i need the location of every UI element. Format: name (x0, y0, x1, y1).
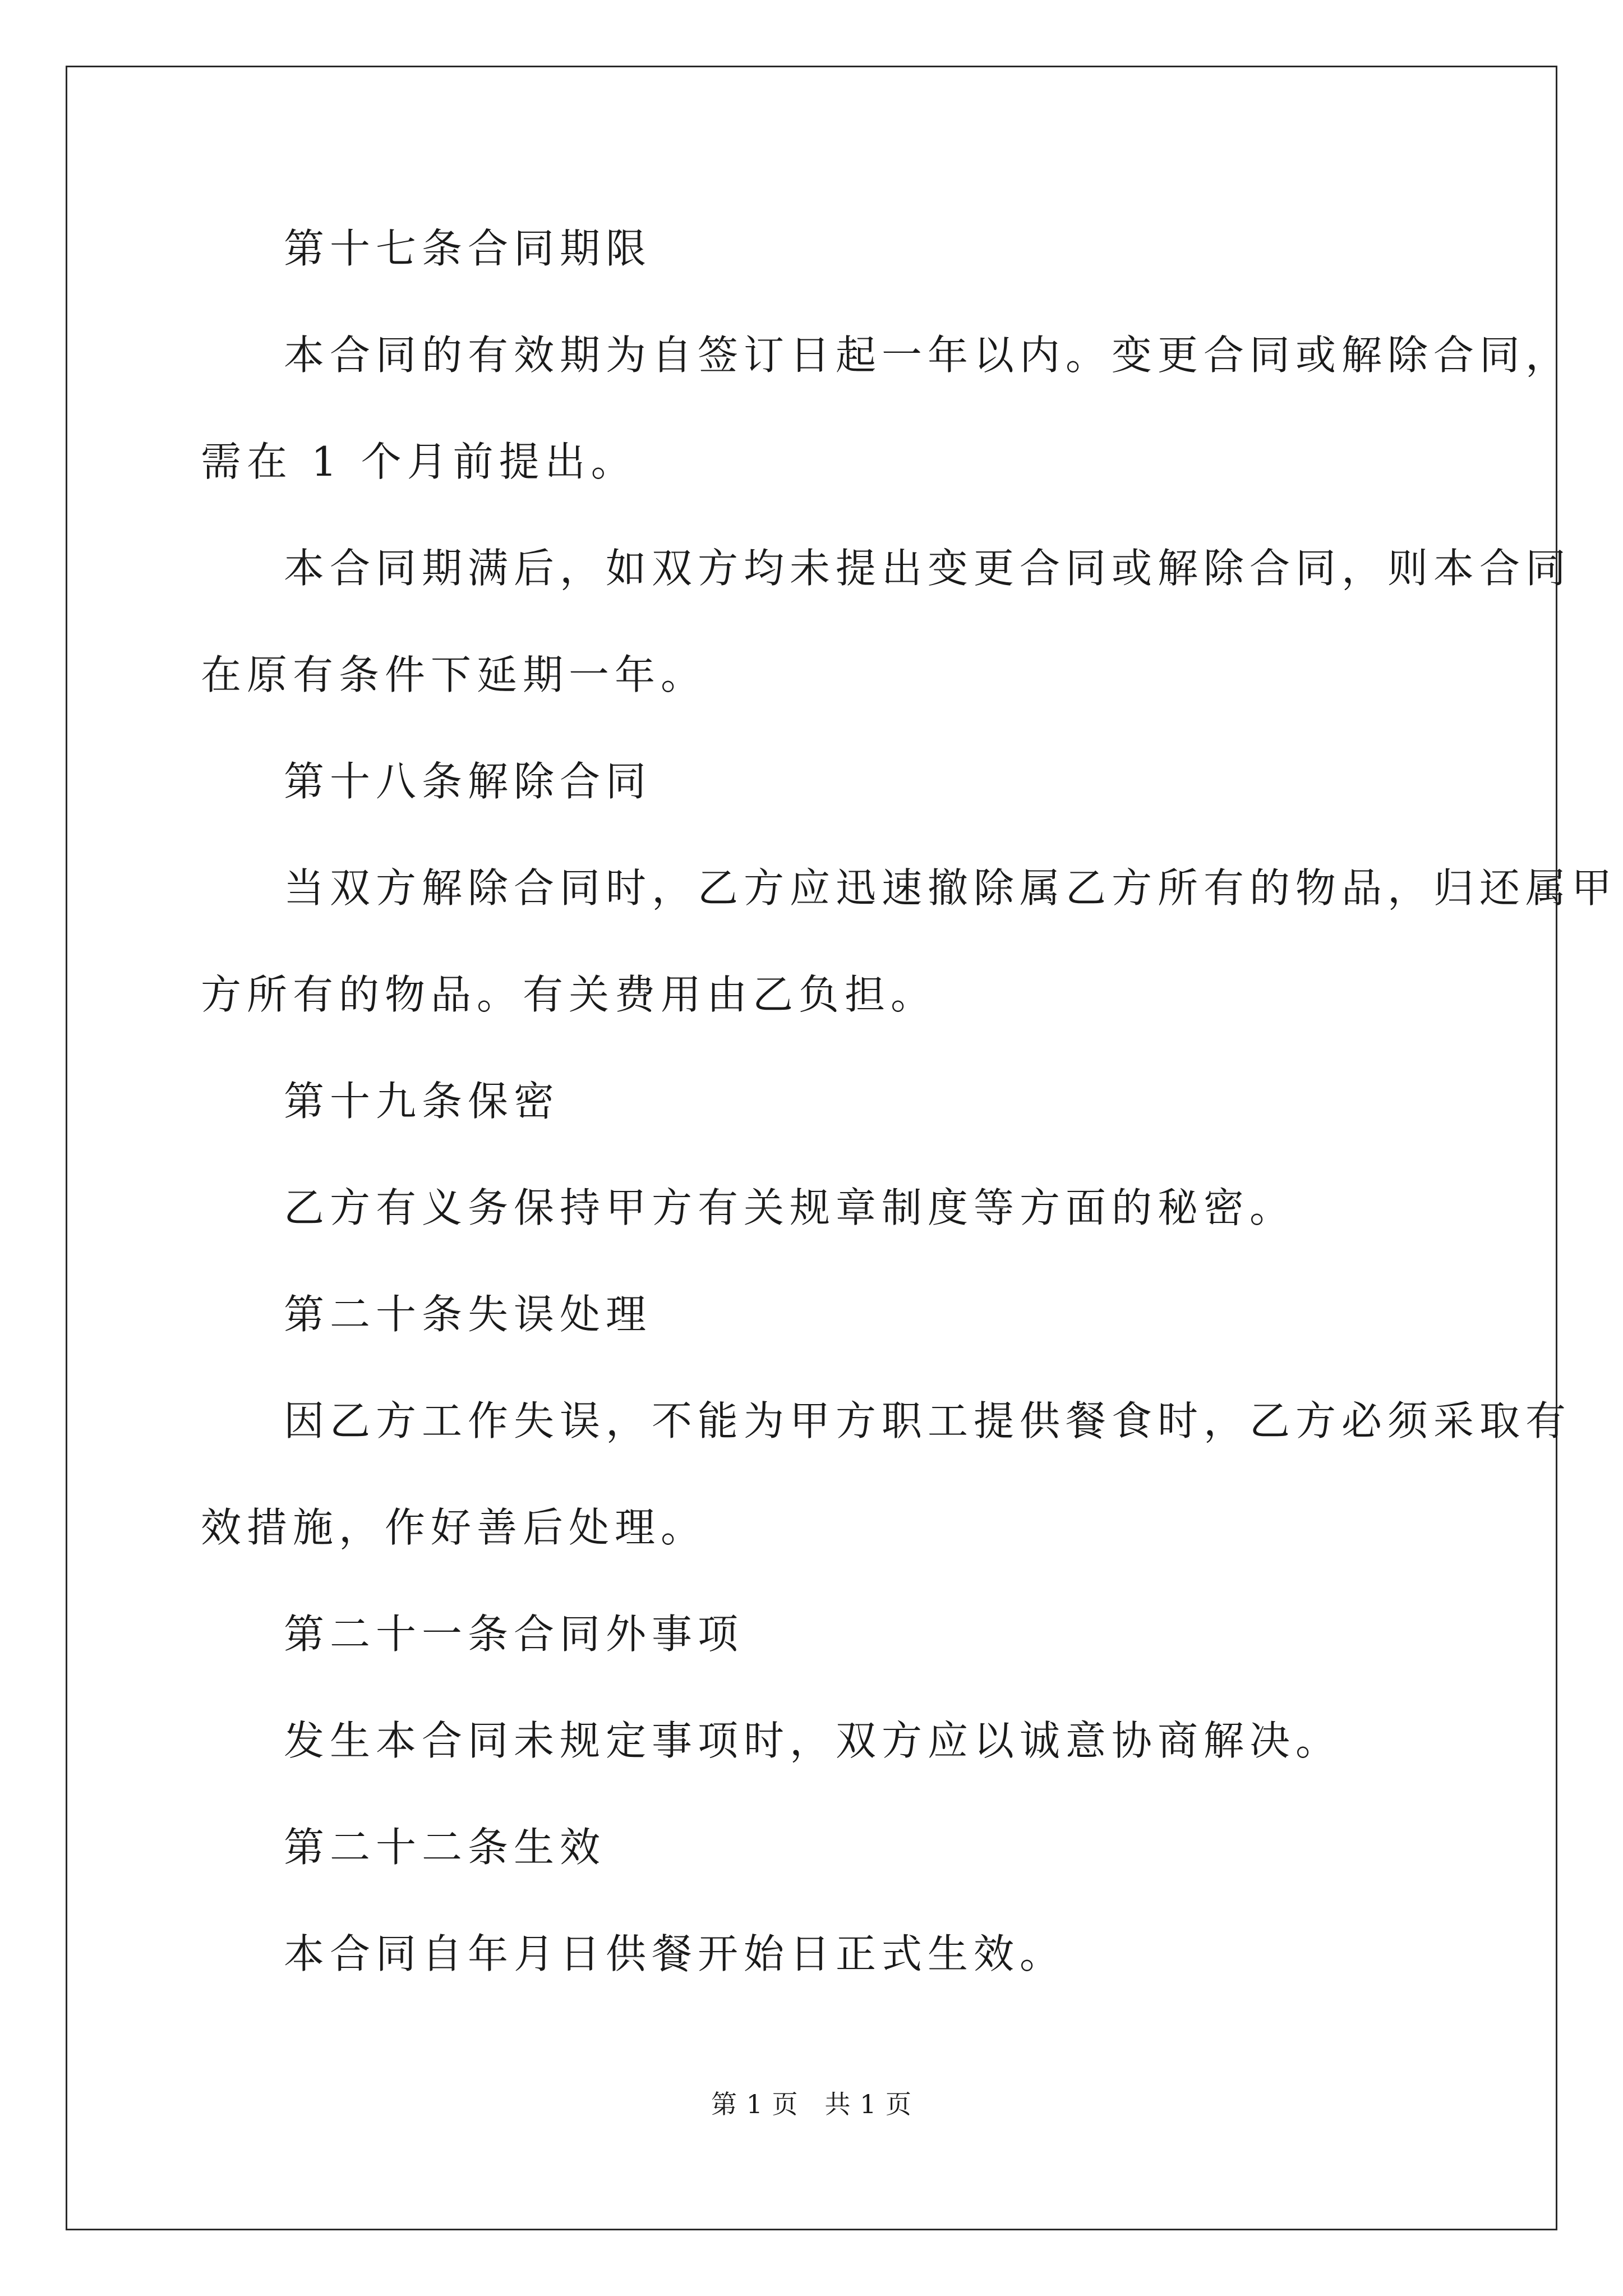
page-number-footer: 第 1 页 共 1 页 (711, 2089, 912, 2119)
paragraph-line: 发生本合同未规定事项时，双方应以诚意协商解决。 (284, 1717, 1342, 1764)
paragraph-line: 本合同期满后，如双方均未提出变更合同或解除合同，则本合同 (284, 545, 1572, 592)
paragraph-line: 效措施，作好善后处理。 (201, 1504, 707, 1551)
heading-article-19: 第十九条保密 (284, 1078, 560, 1125)
heading-article-20: 第二十条失误处理 (284, 1291, 652, 1338)
paragraph-line: 在原有条件下延期一年。 (201, 651, 707, 698)
paragraph-line: 因乙方工作失误，不能为甲方职工提供餐食时，乙方必须采取有 (284, 1397, 1572, 1444)
paragraph-line: 乙方有义务保持甲方有关规章制度等方面的秘密。 (284, 1184, 1296, 1231)
paragraph-line: 当双方解除合同时，乙方应迅速撤除属乙方所有的物品，归还属甲 (284, 864, 1618, 912)
heading-article-21: 第二十一条合同外事项 (284, 1611, 744, 1658)
paragraph-line: 本合同自年月日供餐开始日正式生效。 (284, 1930, 1066, 1977)
heading-article-17: 第十七条合同期限 (284, 225, 652, 272)
paragraph-line: 方所有的物品。有关费用由乙负担。 (201, 971, 937, 1018)
heading-article-18: 第十八条解除合同 (284, 758, 652, 805)
heading-article-22: 第二十二条生效 (284, 1824, 606, 1871)
paragraph-line: 本合同的有效期为自签订日起一年以内。变更合同或解除合同， (284, 332, 1572, 379)
paragraph-line: 需在 1 个月前提出。 (201, 438, 637, 485)
page-frame (66, 66, 1557, 2230)
